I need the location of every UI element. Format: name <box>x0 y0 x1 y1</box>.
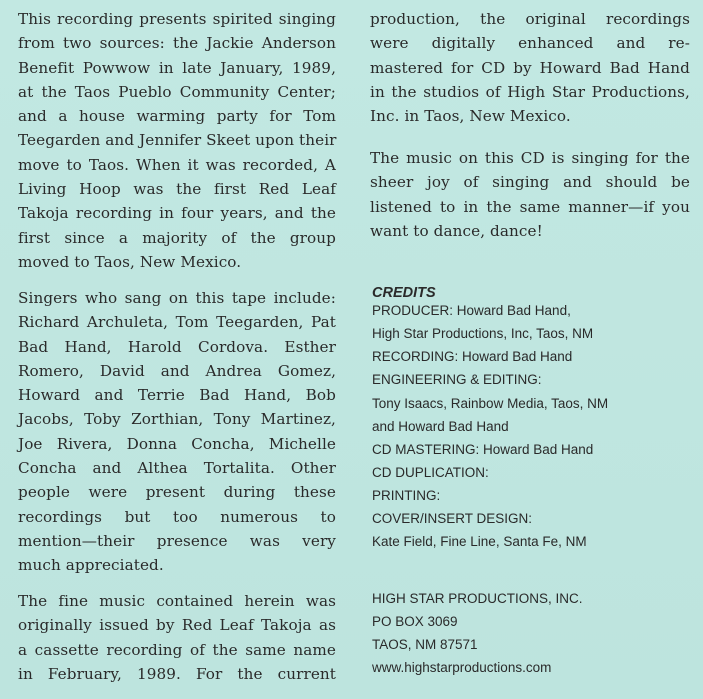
text-line: move to Taos. When it was recorded, A <box>18 155 336 174</box>
text-line: recordings but too numerous to <box>18 507 336 526</box>
text-line: mention—their presence was very <box>18 531 336 550</box>
left-paragraph-1 <box>18 7 336 274</box>
text-line: sheer joy of singing and should be <box>370 173 690 192</box>
text-line: want to dance, dance! <box>370 221 543 240</box>
credit-line: and Howard Bad Hand <box>372 419 509 434</box>
text-line: listened to in the same manner—if you <box>370 197 690 216</box>
right-paragraph-1 <box>370 7 690 128</box>
text-line: at the Taos Pueblo Community Center; <box>18 82 336 101</box>
text-line: The music on this CD is singing for the <box>370 149 690 167</box>
text-line: in the studios of High Star Productions, <box>370 82 690 101</box>
credit-line: Kate Field, Fine Line, Santa Fe, NM <box>372 534 587 549</box>
text-line: Inc. in Taos, New Mexico. <box>370 107 571 126</box>
credit-line: CD MASTERING: Howard Bad Hand <box>372 442 594 457</box>
right-paragraph-2 <box>370 146 690 243</box>
text-line: in February, 1989. For the current <box>18 664 336 683</box>
credit-line: PRODUCER: Howard Bad Hand, <box>372 303 571 318</box>
credit-line: CD DUPLICATION: <box>372 465 489 480</box>
company-name: HIGH STAR PRODUCTIONS, INC. <box>372 591 583 606</box>
text-line: much appreciated. <box>18 556 164 575</box>
credit-line: High Star Productions, Inc, Taos, NM <box>372 326 594 341</box>
text-line: moved to Taos, New Mexico. <box>18 252 242 271</box>
text-line: Howard and Terrie Bad Hand, Bob <box>18 386 336 405</box>
text-line: Living Hoop was the first Red Leaf <box>18 180 336 199</box>
left-paragraph-3 <box>18 589 336 686</box>
left-paragraph-2 <box>18 286 336 578</box>
text-line: were digitally enhanced and re- <box>370 34 690 53</box>
website-link: www.highstarproductions.com <box>372 660 552 675</box>
text-line: Romero, David and Andrea Gomez, <box>18 361 336 380</box>
credit-line: COVER/INSERT DESIGN: <box>372 511 533 526</box>
text-line: Richard Archuleta, Tom Teegarden, Pat <box>18 313 336 332</box>
text-line: Joe Rivera, Donna Concha, Michelle <box>18 434 336 453</box>
credit-line: Tony Isaacs, Rainbow Media, Taos, NM <box>372 396 609 411</box>
text-line: originally issued by Red Leaf Takoja as <box>18 616 336 635</box>
credit-line: PRINTING: <box>372 488 441 503</box>
credits-heading: CREDITS <box>372 285 436 301</box>
text-line: people were present during these <box>18 483 336 502</box>
text-line: Takoja recording in four years, and the <box>18 204 336 223</box>
text-line: Concha and Althea Tortalita. Other <box>18 459 336 478</box>
text-line: Singers who sang on this tape include: <box>18 289 336 307</box>
text-line: Teegarden and Jennifer Skeet upon their <box>18 131 337 150</box>
po-box: PO BOX 3069 <box>372 614 458 629</box>
text-line: mastered for CD by Howard Bad Hand <box>370 58 690 77</box>
text-line: The fine music contained herein was <box>18 592 336 610</box>
city-state-zip: TAOS, NM 87571 <box>372 637 478 652</box>
text-line: and a house warming party for Tom <box>18 107 336 126</box>
credit-line: RECORDING: Howard Bad Hand <box>372 349 573 364</box>
text-line: production, the original recordings <box>370 10 690 28</box>
text-line: Jacobs, Toby Zorthian, Tony Martinez, <box>18 410 336 429</box>
text-line: Benefit Powwow in late January, 1989, <box>18 58 336 77</box>
text-line: Bad Hand, Harold Cordova. Esther <box>18 337 336 356</box>
credit-line: ENGINEERING & EDITING: <box>372 372 542 387</box>
text-line: This recording presents spirited singing <box>18 10 336 28</box>
text-line: a cassette recording of the same name <box>18 640 336 659</box>
text-line: from two sources: the Jackie Anderson <box>18 34 336 53</box>
text-line: first since a majority of the group <box>18 228 336 247</box>
